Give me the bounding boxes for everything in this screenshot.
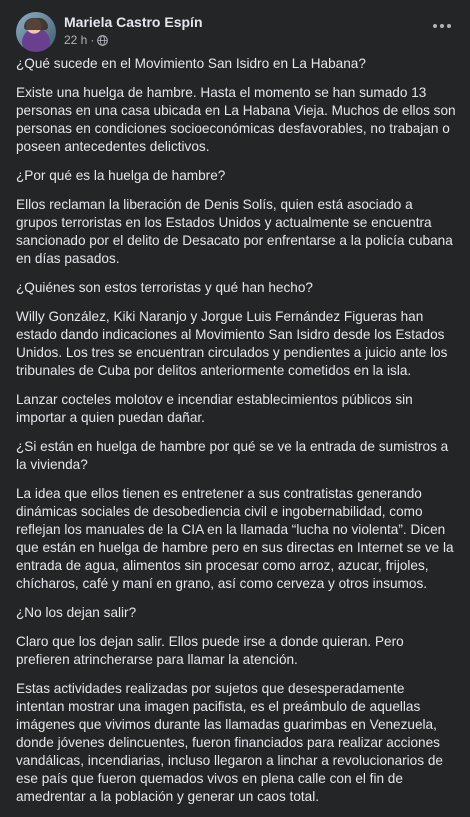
paragraph-answer-3: Willy González, Kiki Naranjo y Jorgue Luis Fernández Figueras han estado dando indicaciones al Movimiento San Isidro desde los Estados Unidos. Los tres se encuentran circulados y pendientes a juicio ante los tribunales de Cuba por delitos anteriormente cometidos en la isla.	[16, 309, 448, 378]
paragraph-question-5: ¿No los dejan salir?	[16, 605, 137, 620]
paragraph-question-4: ¿Si están en huelga de hambre por qué se ve la entrada de sumistros a la vivienda?	[16, 439, 449, 472]
paragraph-question-1: ¿Qué sucede en el Movimiento San Isidro en La Habana?	[16, 56, 366, 71]
post-timestamp[interactable]: 22 h	[64, 33, 88, 47]
paragraph-answer-4: La idea que ellos tienen es entretener a sus contratistas generando dinámicas sociales de desobediencia civil e ingobernabilidad, como reflejan los manuales de la CIA en la llamada “lucha no violenta”. Dicen que están en huelga de hambre pero en sus directas en Internet se ve la entrada de agua, alimentos sin procesar como arroz, azucar, frijoles, chícharos, café y maní en grano, así como cerveza y otros insumos.	[16, 486, 454, 591]
paragraph-question-2: ¿Por qué es la huelga de hambre?	[16, 168, 226, 183]
paragraph-answer-1: Existe una huelga de hambre. Hasta el momento se han sumado 13 personas en una casa ubicada en La Habana Vieja. Muchos de ellos son personas en condiciones socioeconómicas desfavorables, no trabajan o poseen antecedentes delictivos.	[16, 85, 456, 154]
post-header	[16, 12, 454, 52]
globe-icon[interactable]	[97, 35, 108, 46]
avatar[interactable]	[16, 12, 56, 52]
more-options-icon[interactable]	[430, 18, 454, 34]
post-text	[16, 55, 456, 817]
paragraph-answer-2: Ellos reclaman la liberación de Denis Solís, quien está asociado a grupos terroristas en los Estados Unidos y actualmente se encuentra sancionado por el delito de Desacato por enfrentarse a la policía cubana en días pasados.	[16, 197, 453, 266]
author-name[interactable]: Mariela Castro Espín	[64, 14, 203, 30]
paragraph-answer-5: Claro que los dejan salir. Ellos puede irse a donde quieran. Pero prefieren atrincherarse para llamar la atención.	[16, 634, 404, 667]
paragraph-answer-3b: Lanzar cocteles molotov e incendiar establecimientos públicos sin importar a quien puedan dañar.	[16, 392, 413, 425]
post-meta: 22 h ·	[64, 33, 108, 47]
paragraph-question-3: ¿Quiénes son estos terroristas y qué han hecho?	[16, 280, 313, 295]
paragraph-conclusion: Estas actividades realizadas por sujetos que desesperadamente intentan mostrar una imagen pacifista, es el preámbulo de aquellas imágenes que vivimos durante las llamadas guarimbas en Venezuela, donde jóvenes delincuentes, fueron financiados para realizar acciones vandálicas, incendiarias, incluso llegaron a linchar a revolucionarios de ese país que fueron quemados vivos en plena calle con el fin de amedrentar a la población y generar un caos total.	[16, 681, 443, 804]
